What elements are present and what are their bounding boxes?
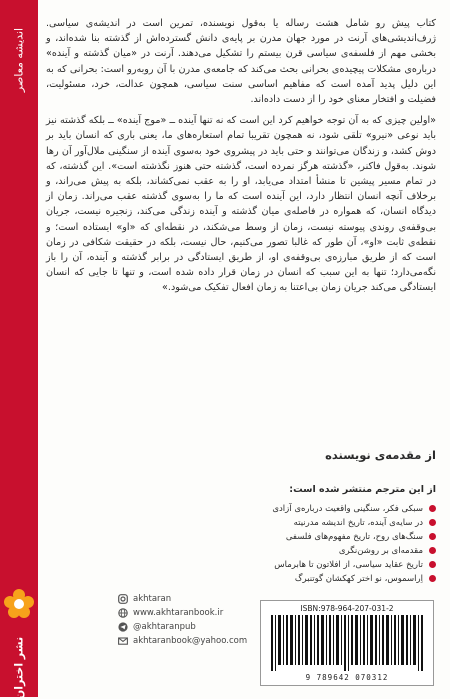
instagram-icon [118,594,128,604]
book-list-item [196,530,436,544]
isbn-label: ISBN:978-964-207-031-2 [300,604,394,613]
bullet-icon [429,547,436,554]
other-books-list [196,502,436,586]
email-icon [118,636,128,646]
book-title: سنگ‌های روح، تاریخ مفهوم‌های فلسفی [285,532,423,542]
publisher-name [0,636,38,699]
email-contact[interactable] [118,634,258,648]
website-url: www.akhtaranbook.ir [133,608,224,618]
blurb-paragraph: کتاب پیش رو شامل هشت رساله یا به‌قول نویسنده، تمرین است در اندیشه‌ی سیاسی. ژرف‌اندیشی‌های آرنت در مورد جهان مدرن بر پایه‌ی دانش گسترده‌اش از گذشته بنا شده‌اند، و بخشی مهم از فلسفه‌ی سیاسی قرن بیستم را تشکیل می‌دهند. آرنت در «میان گذشته و آینده» درباره‌ی مشکلات پیچیده‌ی بحرانی بحث می‌کند که جامعه‌ی مدرن با آن روبه‌رو است: بحرانی که به این دلیل پدید آمده است که مفاهیم اساسی سنت سیاسی، همچون عدالت، خرد، مسئولیت، فضیلت و افتخار معنای خود را از دست داده‌اند. [46,18,436,106]
instagram-handle: akhtaran [133,594,172,604]
website-contact[interactable] [118,606,258,620]
isbn-digits: 9 789642 070312 [305,673,389,682]
publisher-flower-logo-icon [3,588,35,620]
book-title: اِراسموس، نو اختر کهکشان گوتنبرگ [294,574,423,584]
bullet-icon [429,561,436,568]
book-title: مقدمه‌ای بر روشن‌نگری [338,546,423,556]
isbn-barcode-box [260,600,434,686]
telegram-contact[interactable] [118,620,258,634]
red-spine-band [0,0,38,697]
quote-paragraph: «اولین چیزی که به آن توجه خواهیم کرد این است که نه تنها آینده ــ «موج آینده» ــ بلکه گذشته نیز باید نوعی «نیرو» تلقی شود، نه همچون تقریبا تمام استعاره‌های ما، یعنی باری که انسان باید بر دوش کشد، و زندگان می‌توانند و حتی باید در پیشروی خود به‌سوی آینده از سنگینی ملال‌آور آن رها شوند. به‌قول فاکنر، «گذشته هرگز نمرده است، گذشته حتی هنوز نگذشته است». این گذشته، که در تمام مسیر پیشین تا منشأ امتداد می‌یابد، او را به عقب نمی‌کشاند، بلکه به پیش می‌راند، و برخلاف آنچه انسان انتظار دارد، این آینده است که ما را به‌سوی گذشته عقب می‌راند. زمان از دیدگاه انسان، که همواره در فاصله‌ی میان گذشته و آینده زندگی می‌کند، زنجیره نیست، جریان بی‌وقفه‌ی روندی پیوسته نیست، زمان از وسط می‌شکند، در نقطه‌ای که «او» ایستاده است؛ و نقطه‌ی ثابت «او»، آن طور که غالبا تصور می‌کنیم، حال نیست، بلکه در حقیقت شکافی در زمان است که از طریق مبارزه‌ی بی‌وقفه‌ی او، از طریق ایستادگی در برابر گذشته و آینده، آن را باز نگه‌می‌دارد؛ تنها به این سبب که انسان در زمان قرار داده شده است، و تنها تا جایی که انسان ایستادگی می‌کند جریان زمان بی‌اعتنا به زمان افعال تفکیک می‌شود.» [46,115,436,294]
telegram-handle: @akhtaranpub [133,622,196,632]
intro-source-caption: از مقدمه‌ی نویسنده [325,448,436,462]
book-list-item [196,516,436,530]
bullet-icon [429,505,436,512]
bullet-icon [429,533,436,540]
book-title: سبکی فکر، سنگینی واقعیت دربار‌ه‌ی آزادی [272,504,423,514]
barcode-icon [267,615,427,671]
book-list-item [196,502,436,516]
back-cover-blurb [46,16,436,302]
book-title: در سایه‌ی آینده، تاریخ اندیشه مدرنیته [293,518,423,528]
book-title: تاریخ عقاید سیاسی، از افلاتون تا هابرماس [274,560,423,570]
email-address: akhtaranbook@yahoo.com [133,636,248,646]
bullet-icon [429,575,436,582]
instagram-contact[interactable] [118,592,258,606]
globe-icon [118,608,128,618]
series-title-text: اندیشه معاصر [12,27,26,93]
publisher-contacts [118,592,258,648]
book-list-item [196,558,436,572]
book-list-item [196,572,436,586]
bullet-icon [429,519,436,526]
series-title [0,0,38,120]
other-books-title: از این مترجم منتشر شده است: [289,484,436,495]
book-list-item [196,544,436,558]
telegram-icon [118,622,128,632]
publisher-name-text: نشر اختران [12,636,26,699]
